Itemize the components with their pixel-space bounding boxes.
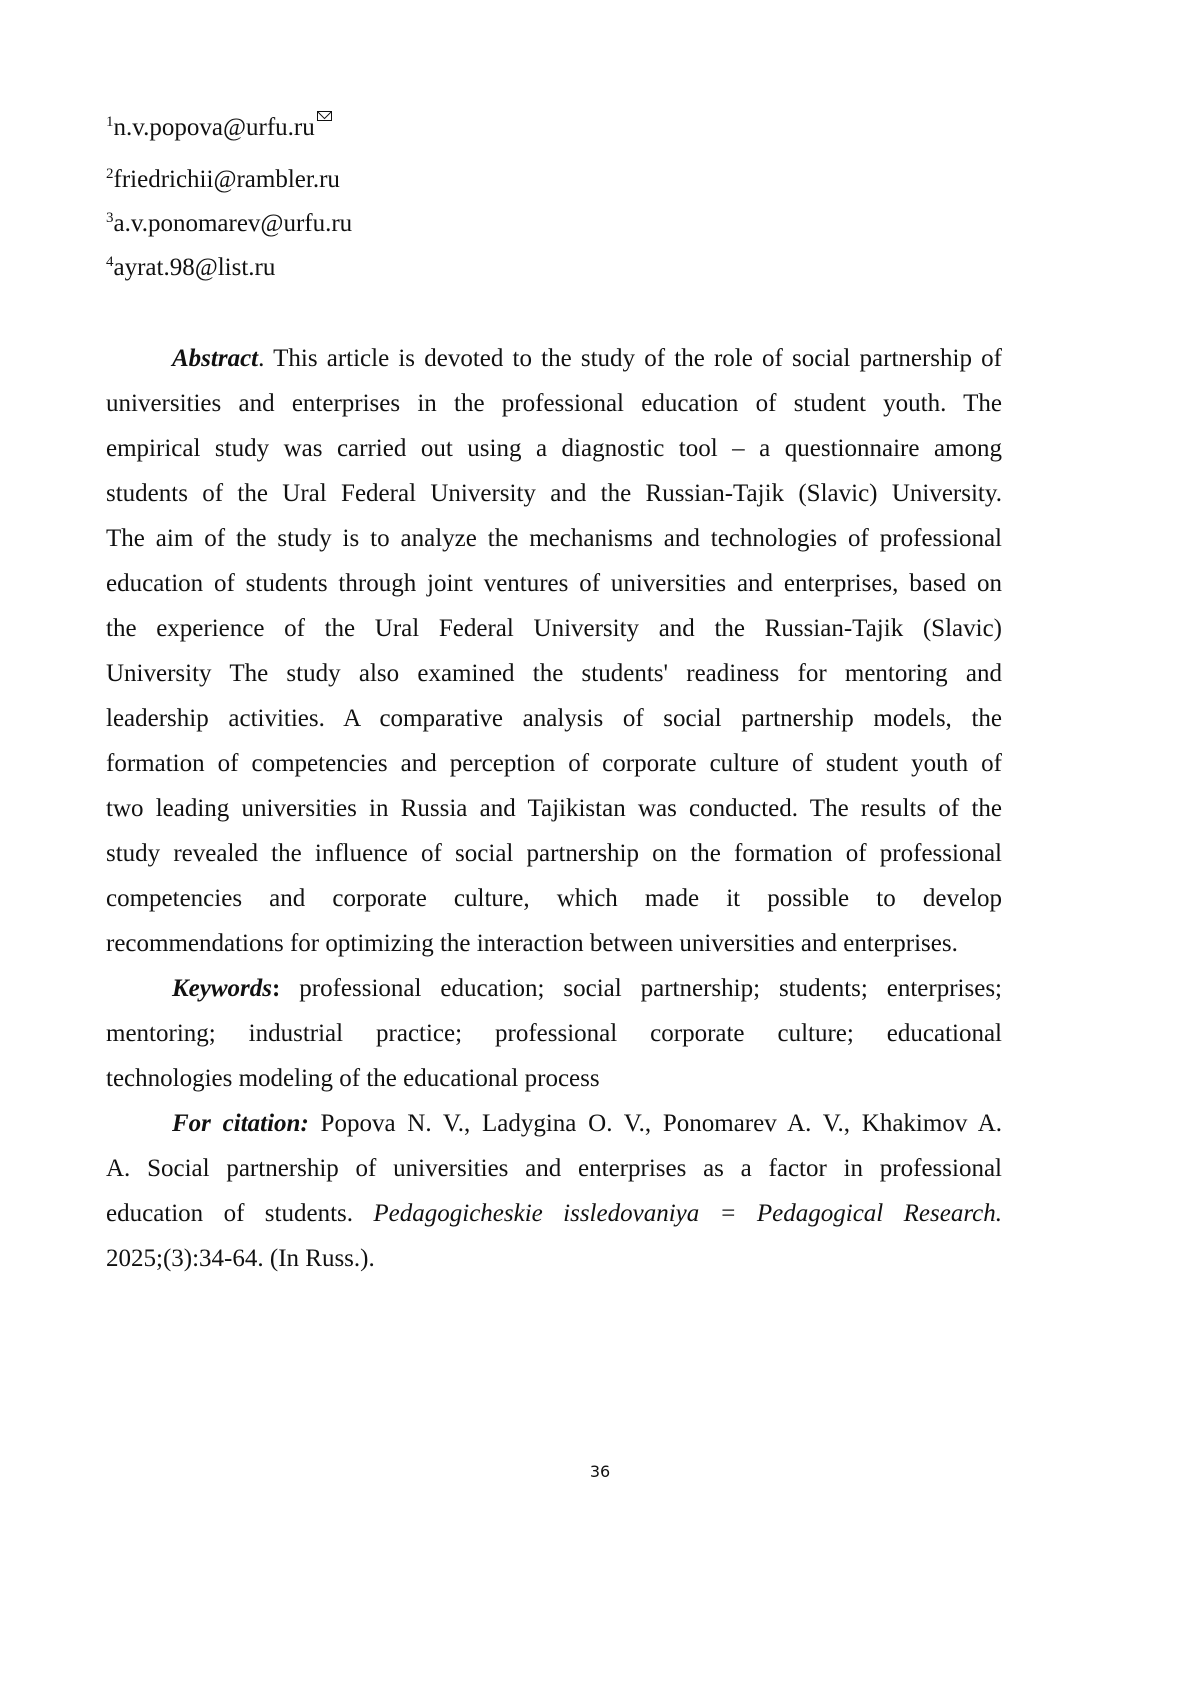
text-line: technologies modeling of the educational process	[106, 1065, 600, 1092]
text-line: education of students. Pedagogicheskie issledovaniya = Pedagogical Research.	[106, 1200, 1002, 1227]
citation	[106, 1101, 1002, 1281]
text-line: A. Social partnership of universities and enterprises as a factor in professional	[106, 1155, 1002, 1182]
email-4: $^4$ayrat.98@list.ru	[106, 254, 276, 281]
text-line: study revealed the influence of social partnership on the formation of professional	[106, 840, 1002, 867]
text-line: Abstract. This article is devoted to the study of the role of social partnership of	[172, 345, 1002, 372]
text-line: The aim of the study is to analyze the mechanisms and technologies of professional	[106, 525, 1002, 552]
author-emails	[106, 106, 352, 290]
text-line: leadership activities. A comparative analysis of social partnership models, the	[106, 705, 1002, 732]
text-line: universities and enterprises in the professional education of student youth. The	[106, 390, 1002, 417]
article-body	[106, 336, 1002, 1281]
text-line: the experience of the Ural Federal University and the Russian-Tajik (Slavic)	[106, 615, 1002, 642]
abstract	[106, 336, 1002, 966]
email-2: $^2$friedrichii@rambler.ru	[106, 166, 340, 193]
text-line: 2025;(3):34-64. (In Russ.).	[106, 1245, 375, 1272]
text-line: For citation: Popova N. V., Ladygina O. V., Ponomarev A. V., Khakimov A.	[172, 1110, 1003, 1137]
email-link[interactable]: friedrichii@rambler.ru	[113, 166, 340, 193]
text-line: recommendations for optimizing the interaction between universities and enterprises.	[106, 930, 958, 957]
text-line: competencies and corporate culture, which made it possible to develop	[106, 885, 1002, 912]
text-line: formation of competencies and perception of corporate culture of student youth of	[106, 750, 1002, 777]
email-link[interactable]: n.v.popova@urfu.ru	[113, 114, 315, 141]
keywords	[106, 966, 1002, 1101]
email-link[interactable]: ayrat.98@list.ru	[113, 254, 276, 281]
text-line: Keywords: professional education; social partnership; students; enterprises;	[172, 975, 1002, 1002]
text-line: education of students through joint ventures of universities and enterprises, based on	[106, 570, 1002, 597]
email-link[interactable]: a.v.ponomarev@urfu.ru	[113, 210, 353, 237]
text-line: empirical study was carried out using a diagnostic tool – a questionnaire among	[106, 435, 1002, 462]
envelope-icon	[317, 111, 332, 121]
email-3: $^3$a.v.ponomarev@urfu.ru	[106, 210, 353, 237]
page-number: 36	[589, 1462, 611, 1481]
text-line: University The study also examined the students' readiness for mentoring and	[106, 660, 1002, 687]
text-line: two leading universities in Russia and Tajikistan was conducted. The results of the	[106, 795, 1002, 822]
email-1: $^1$n.v.popova@urfu.ru	[106, 106, 352, 158]
text-line: students of the Ural Federal University and the Russian-Tajik (Slavic) University.	[106, 480, 1002, 507]
text-line: mentoring; industrial practice; professional corporate culture; educational	[106, 1020, 1002, 1047]
